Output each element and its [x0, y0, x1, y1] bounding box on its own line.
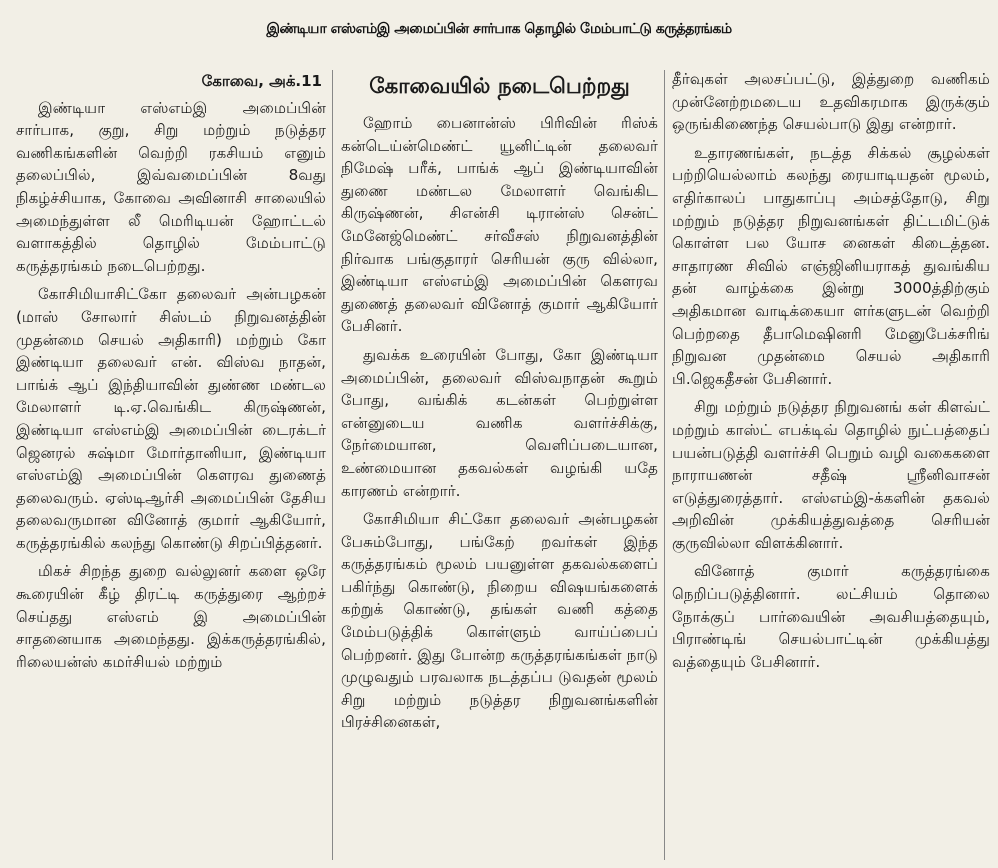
paragraph: இண்டியா எஸ்எம்இ அமைப்பின் சார்பாக, குறு, சிறு மற்றும் நடுத்தர வணிகங்களின் வெற்றி ரகசியம் எனும் தலைப்பில், இவ்வமைப்பின் 8வது நிகழ்ச்சியாக, கோவை அவினாசி சாலையில் அமைந்துள்ள லீ மெரிடியன் ஹோட்டல் வளாகத்தில் தொழில் மேம்பாட்டு கருத்தரங்கம் நடைபெற்றது. [16, 98, 326, 275]
column-rule-1 [332, 70, 333, 860]
paragraph: வினோத் குமார் கருத்தரங்கை நெறிப்படுத்தினார். லட்சியம் தொலை நோக்குப் பார்வையின் அவசியத்தையும், பிராண்டிங் செயல்பாட்டின் முக்கியத்து வத்தையும் பேசினார். [672, 562, 990, 671]
paragraph: மிகச் சிறந்த துறை வல்லுனர் களை ஒரே கூரையின் கீழ் திரட்டி கருத்துரை ஆற்றச் செய்தது எஸ்எம் இ அமைப்பின் சாதனையாக அமைந்தது. இக்கருத்தரங்கில், ரிலையன்ஸ் கமர்சியல் மற்றும் [16, 562, 326, 671]
article-column-2 [341, 68, 658, 740]
subheadline: கோவையில் நடைபெற்றது [369, 74, 630, 99]
paragraph: ஹோம் பைனான்ஸ் பிரிவின் ரிஸ்க் கன்டெய்ன்மெண்ட் யூனிட்டின் தலைவர் நிமேஷ் பரீக், பாங்க் ஆப் இண்டியாவின் துணை மண்டல மேலாளர் வெங்கிட கிருஷ்ணன், சிஎன்சி டிரான்ஸ் சென்ட் மேனேஜ்மெண்ட் சர்வீசஸ் நிறுவனத்தின் நிர்வாக பங்குதாரர் செரியன் குரு வில்லா, இண்டியா எஸ்எம்இ அமைப்பின் கௌரவ துணைத் தலைவர் வினோத் குமார் ஆகியோர் பேசினர். [341, 114, 658, 336]
paragraph: துவக்க உரையின் போது, கோ இண்டியா அமைப்பின், தலைவர் விஸ்வநாதன் கூறும் போது, வங்கிக் கடன்கள் பெற்றுள்ள என்னுடைய வணிக வளர்ச்சிக்கு, நேர்மையான, வெளிப்படையான, உண்மையான தகவல்கள் வழங்கி யதே காரணம் என்றார். [341, 345, 658, 500]
dateline: கோவை, அக்.11 [201, 72, 322, 90]
paragraph: கோசிமியாசிட்கோ தலைவர் அன்பழகன் (மாஸ் சோலார் சிஸ்டம் நிறுவனத்தின் முதன்மை செயல் அதிகாரி) மற்றும் கோ இண்டியா தலைவர் என். விஸ்வ நாதன், பாங்க் ஆப் இந்தியாவின் துண்ண மண்டல மேலாளர் டி.ஏ.வெங்கிட கிருஷ்ணன், இண்டியா எஸ்எம்இ அமைப்பின் டைரக்டர் ஜெனரல் சுஷ்மா மோர்தானியா, இண்டியா எஸ்எம்இ அமைப்பின் கௌரவ துணைத் தலைவரும். ஏஸ்டிஆர்சி அமைப்பின் தேசிய தலைவருமான வினோத் குமார் ஆகியோர், கருத்தரங்கில் கலந்து கொண்டு சிறப்பித்தனர். [16, 285, 326, 552]
paragraph: உதாரணங்கள், நடத்த சிக்கல் சூழல்கள் பற்றியெல்லாம் கலந்து ரையாடியதன் மூலம், எதிர்காலப் பாதுகாப்பு அம்சத்தோடு, சிறு மற்றும் நடுத்தர நிறுவனங்கள் திட்டமிட்டுக் கொள்ள பல யோச னைகள் கிடைத்தன. சாதாரண சிவில் எஞ்ஜினியராகத் துவங்கிய தன் வாழ்க்கை இன்று 3000த்திற்கும் அதிகமான வாடிக்கையா ளர்களுடன் வெற்றி பெற்றதை தீபாமெஷினரி மேனுபேக்சரிங் நிறுவன முதன்மை செயல் அதிகாரி பி.ஜெகதீசன் பேசினார். [672, 143, 990, 388]
article-column-1 [16, 68, 326, 679]
paragraph: தீர்வுகள் அலசப்பட்டு, இத்துறை வணிகம் முன்னேற்றமடைய உதவிகரமாக இருக்கும் ஒருங்கிணைந்த செயல்பாடு இது என்றார். [672, 70, 990, 134]
column-rule-2 [664, 70, 665, 860]
paragraph: கோசிமியா சிட்கோ தலைவர் அன்பழகன் பேசும்போது, பங்கேற் றவர்கள் இந்த கருத்தரங்கம் மூலம் பயனுள்ள தகவல்களைப் பகிர்ந்து கொண்டு, நிறைய விஷயங்களைக் கற்றுக் கொண்டு, தங்கள் வணி கத்தை மேம்படுத்திக் கொள்ளும் வாய்ப்பைப் பெற்றனர். இது போன்ற கருத்தரங்கங்கள் நாடு முழுவதும் பரவலாக நடத்தப்ப டுவதன் மூலம் சிறு மற்றும் நடுத்தர நிறுவனங்களின் பிரச்சினைகள், [341, 510, 658, 732]
paragraph: சிறு மற்றும் நடுத்தர நிறுவனங் கள் கிளவ்ட் மற்றும் காஸ்ட் எபக்டிவ் தொழில் நுட்பத்தைப் பயன்படுத்தி வளர்ச்சி பெறும் வழி வகைகளை நாராயணன் சதீஷ் ஸ்ரீனிவாசன் எடுத்துரைத்தார். எஸ்எம்இ-க்களின் தகவல் அறிவின் முக்கியத்துவத்தை செரியன் குருவில்லா விளக்கினார். [672, 398, 990, 552]
article-column-3 [672, 68, 990, 679]
headline: இண்டியா எஸ்எம்இ அமைப்பின் சார்பாக தொழில் மேம்பாட்டு கருத்தரங்கம் [266, 21, 732, 37]
